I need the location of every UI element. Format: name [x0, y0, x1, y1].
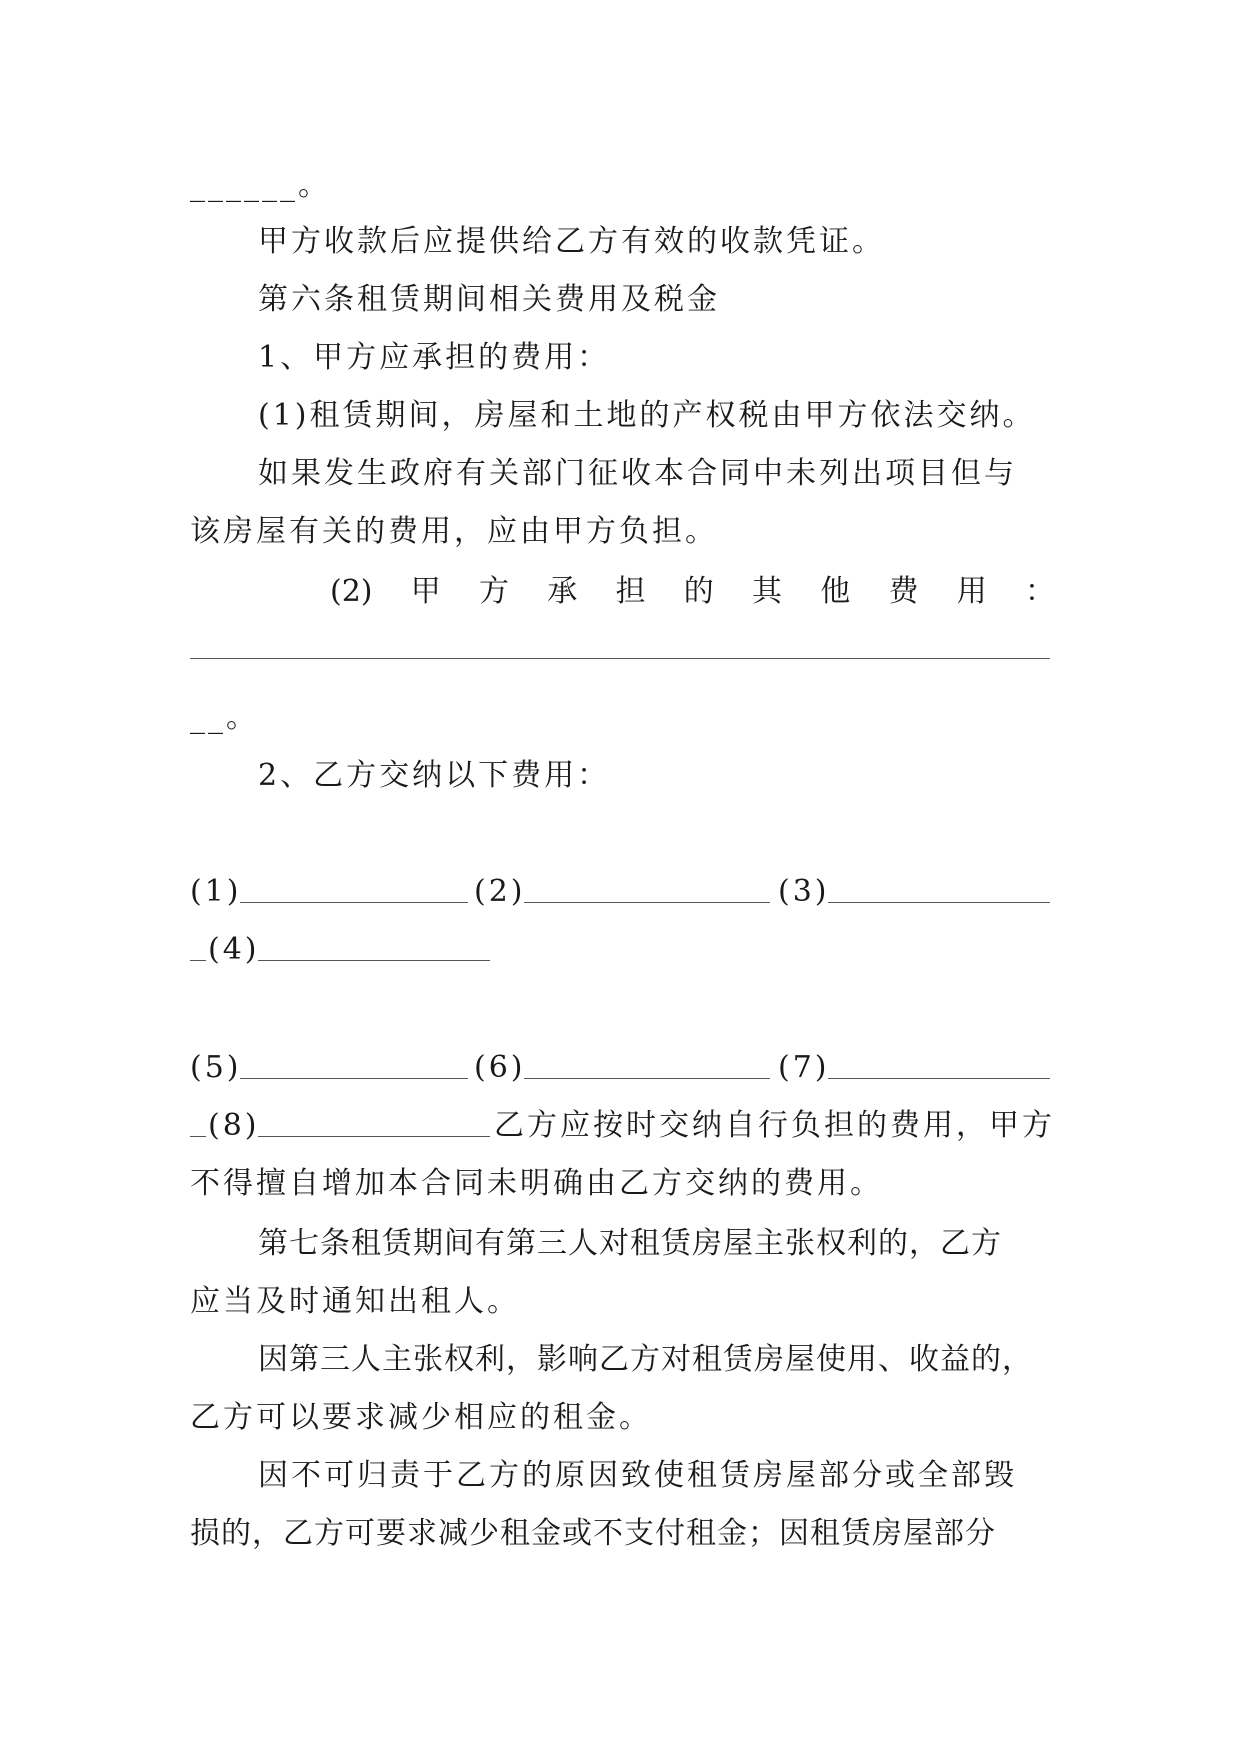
spread-char: 甲 — [410, 574, 441, 609]
fee-label-5: (5) — [190, 1050, 242, 1085]
paragraph-line: (1)租赁期间，房屋和土地的产权税由甲方依法交纳。 — [258, 398, 1036, 433]
paragraph-line: ______。 — [190, 168, 331, 203]
blank-underline — [240, 902, 468, 903]
blank-underline — [258, 1136, 490, 1137]
blank-underline — [828, 1078, 1050, 1079]
spread-char: ： — [1025, 574, 1055, 609]
blank-underline — [240, 1078, 468, 1079]
fee-label-6: (6) — [474, 1050, 526, 1085]
blank-underline — [258, 960, 490, 961]
spread-char: (2) — [330, 574, 373, 609]
spread-char: 费 — [888, 574, 919, 609]
paragraph-line-spread — [330, 572, 1055, 612]
blank-underline — [190, 960, 206, 961]
paragraph-line: 损的，乙方可要求减少租金或不支付租金；因租赁房屋部分 — [190, 1516, 996, 1551]
spread-char: 担 — [615, 574, 646, 609]
spread-char: 他 — [820, 574, 851, 609]
paragraph-line: 甲方收款后应提供给乙方有效的收款凭证。 — [258, 224, 885, 259]
paragraph-line: 1、甲方应承担的费用： — [258, 340, 611, 375]
paragraph-line: 该房屋有关的费用，应由甲方负担。 — [190, 514, 718, 549]
paragraph-line: 如果发生政府有关部门征收本合同中未列出项目但与 — [258, 456, 1017, 491]
section-heading: 第六条租赁期间相关费用及税金 — [258, 282, 720, 317]
spread-char: 承 — [547, 574, 578, 609]
fee-label-2: (2) — [474, 874, 526, 909]
paragraph-line: 因第三人主张权利，影响乙方对租赁房屋使用、收益的， — [258, 1342, 1033, 1377]
paragraph-line: 乙方可以要求减少相应的租金。 — [190, 1400, 652, 1435]
paragraph-line: 不得擅自增加本合同未明确由乙方交纳的费用。 — [190, 1166, 883, 1201]
paragraph-line: 应当及时通知出租人。 — [190, 1284, 520, 1319]
fee-label-3: (3) — [778, 874, 830, 909]
fee-label-7: (7) — [778, 1050, 830, 1085]
blank-underline — [190, 658, 1050, 659]
spread-char: 的 — [683, 574, 714, 609]
paragraph-line: __。 — [190, 700, 259, 735]
blank-underline — [190, 1136, 206, 1137]
paragraph-line: 因不可归责于乙方的原因致使租赁房屋部分或全部毁 — [258, 1458, 1017, 1493]
blank-underline — [524, 1078, 770, 1079]
section-heading: 第七条租赁期间有第三人对租赁房屋主张权利的，乙方 — [258, 1226, 1002, 1261]
spread-char: 其 — [752, 574, 782, 609]
paragraph-line: 2、乙方交纳以下费用： — [258, 758, 611, 793]
fee-label-8: (8) — [208, 1108, 260, 1143]
blank-underline — [524, 902, 770, 903]
blank-underline — [828, 902, 1050, 903]
fee-label-1: (1) — [190, 874, 242, 909]
spread-char: 方 — [479, 574, 509, 609]
fee-label-4: (4) — [208, 932, 260, 967]
spread-char: 用 — [956, 574, 987, 609]
paragraph-line: 乙方应按时交纳自行负担的费用，甲方 — [494, 1108, 1055, 1143]
